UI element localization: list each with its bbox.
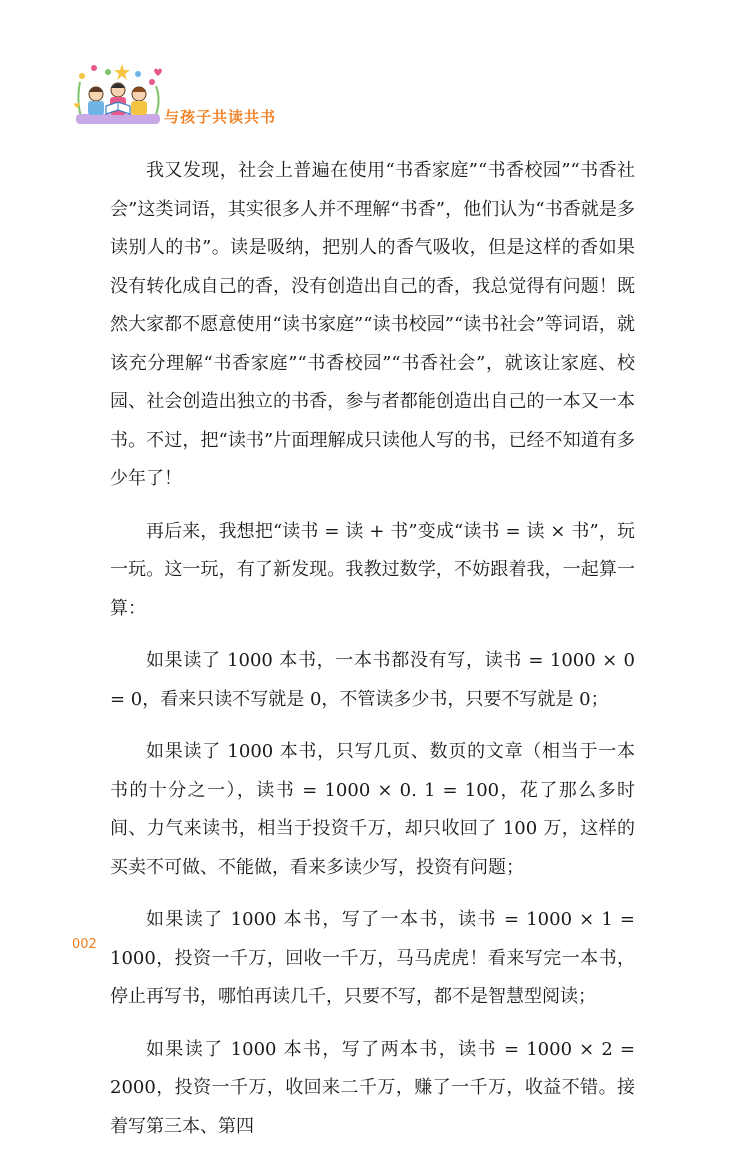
page-body-text bbox=[110, 152, 635, 1160]
paragraph-2: 再后来，我想把“读书 = 读 + 书”变成“读书 = 读 × 书”，玩一玩。这一玩，有了新发现。我教过数学，不妨跟着我，一起算一算： bbox=[110, 520, 635, 619]
paragraph-6: 如果读了 1000 本书，写了两本书，读书 = 1000 × 2 = 2000，投资一千万，收回来二千万，赚了一千万，收益不错。接着写第三本、第四 bbox=[110, 1038, 635, 1137]
book-series-title: 与孩子共读共书 bbox=[164, 108, 277, 126]
page-number: 002 bbox=[72, 937, 97, 952]
running-header bbox=[72, 62, 277, 130]
paragraph-1: 我又发现，社会上普遍在使用“书香家庭”“书香校园”“书香社会”这类词语，其实很多人并不理解“书香”，他们认为“书香就是多读别人的书”。读是吸纳，把别人的香气吸收，但是这样的香如果没有转化成自己的香，没有创造出自己的香，我总觉得有问题！既然大家都不愿意使用“读书家庭”“读书校园”“读书社会”等词语，就该充分理解“书香家庭”“书香校园”“书香社会”，就该让家庭、校园、社会创造出独立的书香，参与者都能创造出自己的一本又一本书。不过，把“读书”片面理解成只读他人写的书，已经不知道有多少年了！ bbox=[110, 160, 635, 489]
children-reading-illustration-icon bbox=[72, 62, 164, 130]
paragraph-4: 如果读了 1000 本书，只写几页、数页的文章（相当于一本书的十分之一），读书 = 1000 × 0. 1 = 100，花了那么多时间、力气来读书，相当于投资千万，却只收回了 100 万，这样的买卖不可做、不能做，看来多读少写，投资有问题； bbox=[110, 741, 635, 878]
paragraph-3: 如果读了 1000 本书，一本书都没有写，读书 = 1000 × 0 = 0，看来只读不写就是 0，不管读多少书，只要不写就是 0； bbox=[110, 650, 635, 710]
paragraph-5: 如果读了 1000 本书，写了一本书，读书 = 1000 × 1 = 1000，投资一千万，回收一千万，马马虎虎！看来写完一本书，停止再写书，哪怕再读几千，只要不写，都不是智慧型阅读； bbox=[110, 909, 635, 1007]
